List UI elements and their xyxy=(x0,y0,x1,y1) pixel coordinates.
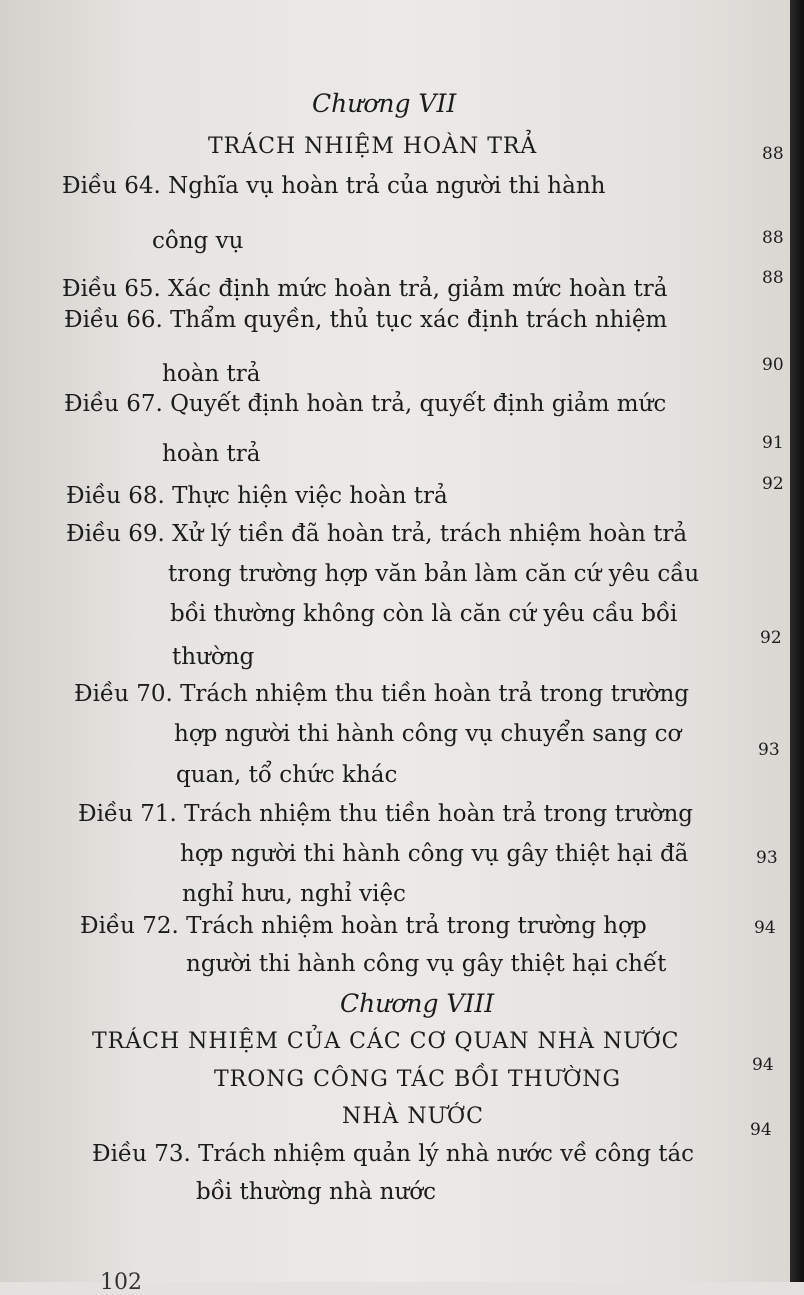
page-number: 102 xyxy=(100,1270,142,1295)
book-edge xyxy=(790,0,804,1282)
article-67-page: 91 xyxy=(762,433,784,453)
article-64-page: 88 xyxy=(762,228,784,248)
article-64-line1: Điều 64. Nghĩa vụ hoàn trả của người thi hành xyxy=(62,173,606,199)
article-69-line2: trong trường hợp văn bản làm căn cứ yêu cầu xyxy=(168,561,700,587)
article-71-line3: nghỉ hưu, nghỉ việc xyxy=(182,881,406,907)
article-66-page: 90 xyxy=(762,355,784,375)
article-67-line2: hoàn trả xyxy=(162,441,261,467)
article-65-page: 88 xyxy=(762,268,784,288)
chapter-8-title-line2: TRONG CÔNG TÁC BỒI THƯỜNG xyxy=(214,1067,622,1092)
article-65-line1: Điều 65. Xác định mức hoàn trả, giảm mức hoàn trả xyxy=(62,276,668,302)
chapter-8-label: Chương VIII xyxy=(340,989,495,1018)
article-69-line4: thường xyxy=(172,644,255,670)
chapter-7-label: Chương VII xyxy=(312,89,457,118)
article-73-line2: bồi thường nhà nước xyxy=(196,1179,437,1205)
chapter-8-page: 94 xyxy=(752,1055,774,1075)
article-66-line1: Điều 66. Thẩm quyền, thủ tục xác định trách nhiệm xyxy=(64,307,668,333)
article-67-line1: Điều 67. Quyết định hoàn trả, quyết định giảm mức xyxy=(64,391,667,417)
article-69-page: 92 xyxy=(760,628,782,648)
article-70-page: 93 xyxy=(758,740,780,760)
article-72-line1: Điều 72. Trách nhiệm hoàn trả trong trường hợp xyxy=(80,913,647,939)
article-68-page: 92 xyxy=(762,474,784,494)
article-71-page: 93 xyxy=(756,848,778,868)
article-72-page: 94 xyxy=(754,918,776,938)
article-73-line1: Điều 73. Trách nhiệm quản lý nhà nước về công tác xyxy=(92,1141,695,1167)
article-68-line1: Điều 68. Thực hiện việc hoàn trả xyxy=(66,483,448,509)
chapter-8-title-line3: NHÀ NƯỚC xyxy=(342,1104,484,1129)
article-70-line3: quan, tổ chức khác xyxy=(176,762,398,788)
article-71-line1: Điều 71. Trách nhiệm thu tiền hoàn trả trong trường xyxy=(78,801,694,827)
article-70-line2: hợp người thi hành công vụ chuyển sang cơ xyxy=(174,721,682,747)
article-73-page: 94 xyxy=(750,1120,772,1140)
article-70-line1: Điều 70. Trách nhiệm thu tiền hoàn trả trong trường xyxy=(74,681,690,707)
chapter-8-title-line1: TRÁCH NHIỆM CỦA CÁC CƠ QUAN NHÀ NƯỚC xyxy=(92,1029,680,1054)
chapter-7-page: 88 xyxy=(762,144,784,164)
article-69-line1: Điều 69. Xử lý tiền đã hoàn trả, trách nhiệm hoàn trả xyxy=(66,521,688,547)
article-69-line3: bồi thường không còn là căn cứ yêu cầu bồi xyxy=(170,601,678,627)
article-72-line2: người thi hành công vụ gây thiệt hại chết xyxy=(186,951,667,977)
article-64-line2: công vụ xyxy=(152,228,244,254)
chapter-7-title: TRÁCH NHIỆM HOÀN TRẢ xyxy=(208,134,538,159)
article-66-line2: hoàn trả xyxy=(162,361,261,387)
article-71-line2: hợp người thi hành công vụ gây thiệt hại đã xyxy=(180,841,689,867)
